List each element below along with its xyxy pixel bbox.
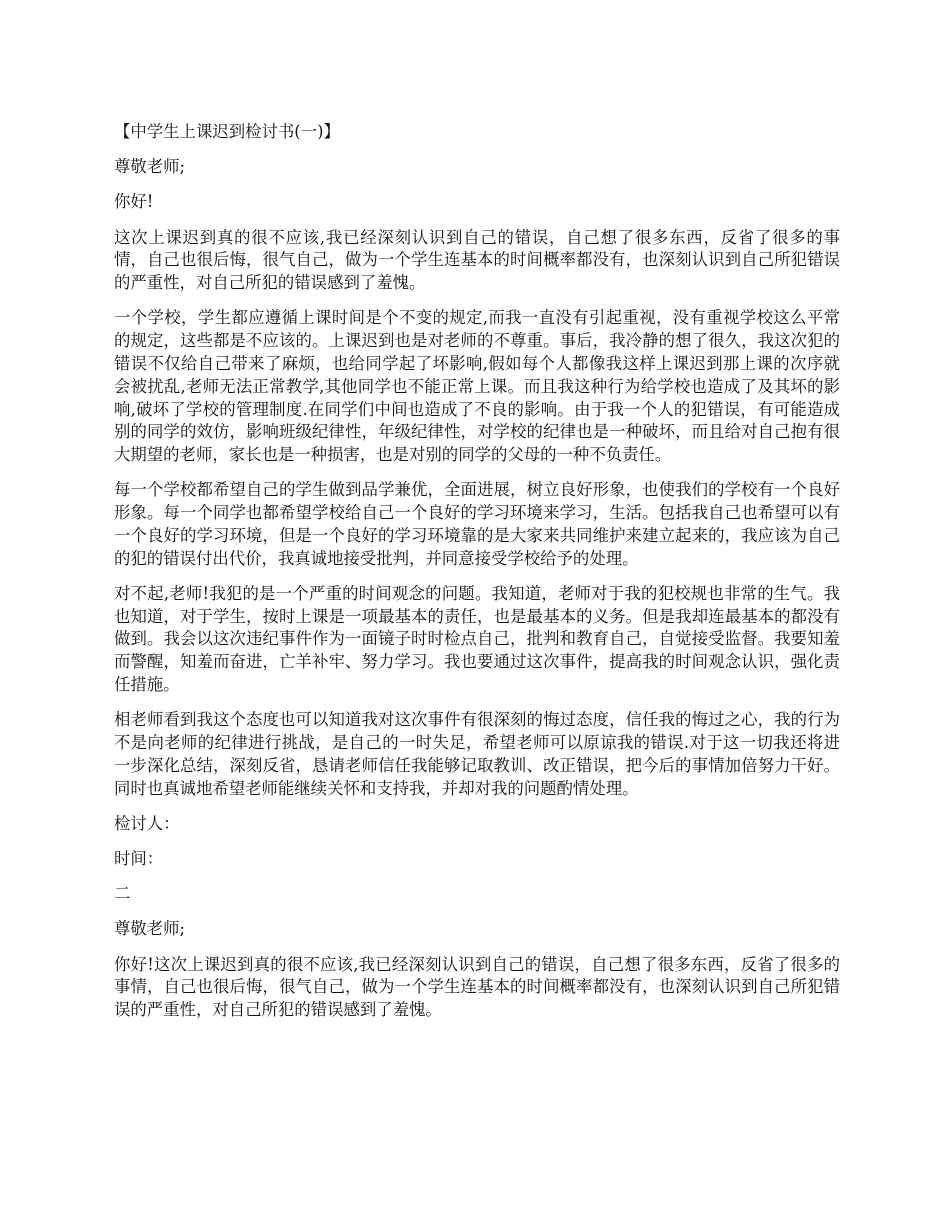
salutation: 尊敬老师; bbox=[114, 919, 186, 939]
body-paragraph: 一个学校，学生都应遵循上课时间是个不变的规定,而我一直没有引起重视，没有重视学校这么平常的规定，这些都是不应该的。上课迟到也是对老师的不尊重。事后，我冷静的想了很久，我这次犯的错误不仅给自己带来了麻烦，也给同学起了坏影响,假如每个人都像我这样上课迟到那上课的次序就会被扰乱,老师无法正常教学,其他同学也不能正常上课。而且我这种行为给学校也造成了及其坏的影响,破坏了学校的管理制度.在同学们中间也造成了不良的影响。由于我一个人的犯错误，有可能造成别的同学的效仿，影响班级纪律性，年级纪律性，对学校的纪律也是一种破坏，而且给对自己抱有很大期望的老师，家长也是一种损害，也是对别的同学的父母的一种不负责任。 bbox=[114, 308, 840, 465]
greeting: 你好! bbox=[114, 192, 154, 212]
body-paragraph: 每一个学校都希望自己的学生做到品学兼优，全面进展，树立良好形象，也使我们的学校有一个良好形象。每一个同学也都希望学校给自己一个良好的学习环境来学习，生活。包括我自己也希望可以有一个良好的学习环境，但是一个良好的学习环境靠的是大家来共同维护来建立起来的，我应该为自己的犯的错误付出代价，我真诚地接受批判，并同意接受学校给予的处理。 bbox=[114, 480, 840, 568]
body-paragraph: 对不起,老师!我犯的是一个严重的时间观念的问题。我知道，老师对于我的犯校规也非常的生气。我也知道，对于学生，按时上课是一项最基本的责任，也是最基本的义务。但是我却连最基本的都没有做到。我会以这次违纪事件作为一面镜子时时检点自己，批判和教育自己，自觉接受监督。我要知羞而警醒，知羞而奋进，亡羊补牢、努力学习。我也要通过这次事件，提高我的时间观念认识，强化责任措施。 bbox=[114, 583, 840, 695]
time-label: 时间： bbox=[114, 849, 164, 869]
body-paragraph: 这次上课迟到真的很不应该,我已经深刻认识到自己的错误，自己想了很多东西，反省了很多的事情，自己也很后悔，很气自己，做为一个学生连基本的时间概率都没有，也深刻认识到自己所犯错误的严重性，对自己所犯的错误感到了羞愧。 bbox=[114, 227, 840, 293]
body-paragraph: 相老师看到我这个态度也可以知道我对这次事件有很深刻的悔过态度，信任我的悔过之心，我的行为不是向老师的纪律进行挑战，是自己的一时失足，希望老师可以原谅我的错误.对于这一切我还将进一步深化总结，深刻反省，恳请老师信任我能够记取教训、改正错误，把今后的事情加倍努力干好。同时也真诚地希望老师能继续关怀和支持我，并却对我的问题酌情处理。 bbox=[114, 710, 840, 798]
salutation: 尊敬老师; bbox=[114, 157, 186, 177]
document-title: 【中学生上课迟到检讨书(一)】 bbox=[114, 122, 340, 141]
section-heading: 二 bbox=[114, 884, 131, 904]
body-paragraph: 你好!这次上课迟到真的很不应该,我已经深刻认识到自己的错误，自己想了很多东西，反省了很多的事情，自己也很后悔，很气自己，做为一个学生连基本的时间概率都没有，也深刻认识到自己所犯错误的严重性，对自己所犯的错误感到了羞愧。 bbox=[114, 954, 840, 1020]
signer-label: 检讨人： bbox=[114, 813, 180, 833]
document-page bbox=[114, 121, 840, 1034]
